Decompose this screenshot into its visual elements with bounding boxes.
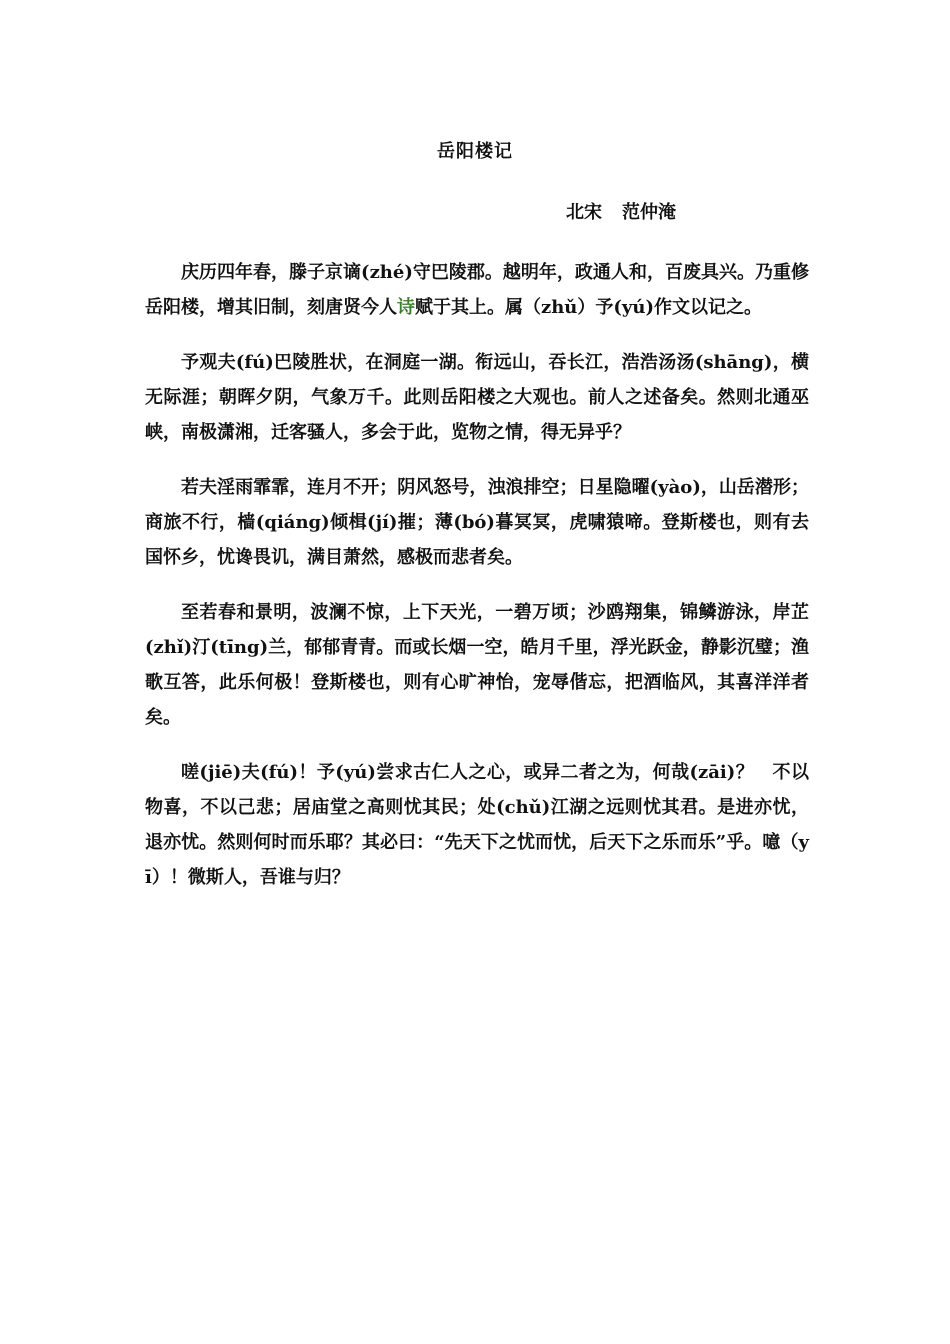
author-line	[566, 198, 676, 224]
article-body	[145, 255, 809, 915]
page-title: 岳阳楼记	[437, 141, 513, 162]
paragraph-1-highlight: 诗	[397, 297, 415, 318]
paragraph-2: 予观夫(fú)巴陵胜状，在洞庭一湖。衔远山，吞长江，浩浩汤汤(shāng)，横无际涯；朝晖夕阴，气象万千。此则岳阳楼之大观也。前人之述备矣。然则北通巫峡，南极潇湘，迁客骚人，多会于此，览物之情，得无异乎？	[145, 352, 809, 443]
author-name: 范仲淹	[622, 202, 676, 223]
paragraph-1-text-after: 赋于其上。属（zhǔ）予(yú)作文以记之。	[415, 297, 762, 318]
paragraph-4: 至若春和景明，波澜不惊，上下天光，一碧万顷；沙鸥翔集，锦鳞游泳，岸芷(zhǐ)汀(tīng)兰，郁郁青青。而或长烟一空，皓月千里，浮光跃金，静影沉璧；渔歌互答，此乐何极！登斯楼也，则有心旷神怡，宠辱偕忘，把酒临风，其喜洋洋者矣。	[145, 602, 809, 728]
paragraph-1-text-before: 庆历四年春，滕子京谪(zhé)守巴陵郡。越明年，政通人和，百废具兴。乃重修岳阳楼，增其旧制，刻唐贤今人	[145, 262, 809, 318]
paragraph-1	[145, 255, 809, 325]
author-dynasty: 北宋	[566, 202, 602, 223]
paragraph-5: 嗟(jiē)夫(fú)！予(yú)尝求古仁人之心，或异二者之为，何哉(zāi)？ 不以物喜，不以己悲；居庙堂之高则忧其民；处(chǔ)江湖之远则忧其君。是进亦忧，退亦忧。然则何时而乐耶？其必曰：“先天下之忧而忧，后天下之乐而乐”乎。噫（yī）！微斯人，吾谁与归？	[145, 762, 809, 888]
paragraph-3: 若夫淫雨霏霏，连月不开；阴风怒号，浊浪排空；日星隐曜(yào)，山岳潜形；商旅不行，樯(qiáng)倾楫(jí)摧；薄(bó)暮冥冥，虎啸猿啼。登斯楼也，则有去国怀乡，忧谗畏讥，满目萧然，感极而悲者矣。	[145, 477, 809, 568]
